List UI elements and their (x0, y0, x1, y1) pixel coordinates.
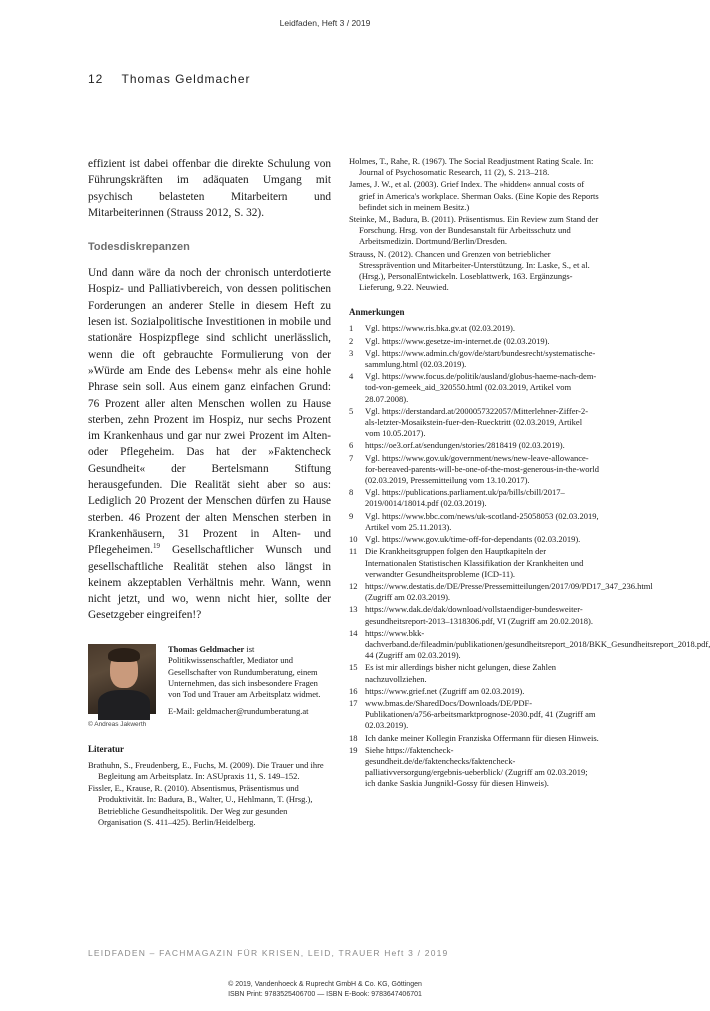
note-text[interactable]: Vgl. https://www.gov.uk/time-off-for-dependants (02.03.2019). (365, 534, 581, 545)
note-item (349, 511, 599, 533)
note-text[interactable]: Vgl. https://www.admin.ch/gov/de/start/bundesrecht/systematische-sammlung.html (02.03.2019). (365, 347, 596, 370)
footnote-ref-19[interactable]: 19 (152, 542, 160, 551)
literature-heading: Literatur (88, 743, 124, 754)
note-text[interactable]: Ich danke meiner Kollegin Franziska Offermann für diesen Hinweis. (365, 732, 599, 743)
note-number: 16 (349, 685, 358, 696)
main-paragraph-text-2: Gesellschaftlicher Wunsch und gesellschaftliche Realität stehen also längst in keinem akzeptablen Verhältnis mehr. Wann, wenn nicht jetzt, und wo, wenn nicht hier, sollte der Gesetzgeber eingreifen!? (88, 544, 331, 622)
note-number: 13 (349, 604, 358, 615)
note-text[interactable]: Vgl. https://www.gesetze-im-internet.de (02.03.2019). (365, 335, 550, 346)
reference-item: Strauss, N. (2012). Chancen und Grenzen von betrieblicher Stressprävention und Mitarbeiter-Unterstützung. In: Laske, S., et al. (Hrsg.), PersonalEntwickeln. Loseblattwerk, 163. Ergänzungs-Lieferung, 9.22. Neuwied. (349, 248, 590, 293)
note-number: 19 (349, 744, 358, 755)
bio-text (168, 644, 331, 717)
note-item (349, 406, 599, 440)
note-number: 5 (349, 405, 354, 416)
note-item (349, 686, 599, 697)
note-number: 11 (349, 546, 358, 557)
note-number: 18 (349, 732, 358, 743)
note-item (349, 534, 599, 545)
note-number: 4 (349, 371, 354, 382)
note-text[interactable]: https://www.bkk-dachverband.de/fileadmin/publikationen/gesundheitsreport_2018/BKK_Gesundheitsreport_2018.pdf, 44 (Zugriff am 02.03.2019). (365, 627, 710, 661)
author-bio (88, 644, 331, 736)
left-column (88, 156, 331, 829)
note-text[interactable]: Vgl. https://www.focus.de/politik/ausland/globus-haeme-nach-dem-tod-von-gemeek_aid_320550.html (02.03.2019, Artikel vom 28.07.2008). (365, 371, 597, 404)
note-item (349, 745, 599, 790)
main-paragraph (88, 265, 331, 624)
literature-list-right (349, 156, 599, 293)
note-text[interactable]: https://www.grief.net (Zugriff am 02.03.2019). (365, 685, 525, 696)
note-number: 12 (349, 580, 358, 591)
note-item (349, 580, 653, 603)
note-number: 17 (349, 697, 358, 708)
reference-item: Brathuhn, S., Freudenberg, E., Fuchs, M. (2009). Die Trauer und ihre Begleitung am Arbeitsplatz. In: ASUpraxis 11, S. 149–152. (88, 759, 324, 781)
note-text[interactable]: Es ist mir allerdings bisher nicht gelungen, diese Zahlen nachzuvollziehen. (365, 662, 556, 684)
intro-paragraph: effizient ist dabei offenbar die direkte Schulung von Führungskräften im adäquaten Umgang mit psychisch belasteten Mitarbeitern und Mitarbeiterinnen (Strauss 2012, S. 32). (88, 158, 331, 219)
note-item (349, 546, 599, 580)
note-number: 3 (349, 347, 354, 358)
page-header (88, 72, 251, 86)
note-item (349, 323, 599, 334)
notes-list (349, 323, 710, 789)
notes-heading: Anmerkungen (349, 307, 405, 318)
note-text[interactable]: https://www.dak.de/dak/download/vollstaendiger-bundesweiter-gesundheitsreport-2013–1318306.pdf, VI (Zugriff am 20.02.2018). (365, 604, 593, 626)
note-item (349, 453, 599, 487)
bio-name: Thomas Geldmacher (168, 643, 245, 654)
note-text[interactable]: https://oe3.orf.at/sendungen/stories/2818419 (02.03.2019). (365, 440, 565, 451)
note-text[interactable]: Die Krankheitsgruppen folgen den Hauptkapiteln der Internationalen Statistischen Klassifikation der Krankheiten und verwandter Gesundheitsprobleme (ICD-11). (365, 546, 584, 579)
note-item (349, 336, 599, 347)
note-item (349, 627, 710, 662)
note-text[interactable]: Vgl. https://derstandard.at/2000057322057/Mitterlehner-Ziffer-2-als-letzter-Mosaikstein-fuer-den-Ruecktritt (02.03.2019, Artikel vom 10.05.2017). (365, 405, 589, 439)
copyright (0, 980, 650, 1000)
note-number: 6 (349, 440, 354, 451)
reference-item: Holmes, T., Rahe, R. (1967). The Social Readjustment Rating Scale. In: Journal of Psychosomatic Research, 11 (2), S. 213–218. (349, 156, 594, 178)
header-author: Thomas Geldmacher (121, 72, 251, 86)
reference-item: Fissler, E., Krause, R. (2010). Absentismus, Präsentismus und Produktivität. In: Badura, B., Walter, U., Hehlmann, T. (Hrsg.), Betriebliche Gesundheitspolitik. Der Weg zur gesunden Organisation (S. 411–425). Berlin/Heidelberg. (88, 783, 313, 827)
photo-credit: © Andreas Jakwerth (88, 720, 147, 728)
note-item (349, 698, 599, 732)
author-portrait (88, 644, 156, 714)
note-item (349, 662, 599, 684)
copyright-line-1: © 2019, Vandenhoeck & Ruprecht GmbH & Co. KG, Göttingen (228, 981, 422, 988)
note-number: 2 (349, 335, 354, 346)
note-number: 10 (349, 534, 358, 545)
section-heading: Todesdiskrepanzen (88, 241, 190, 254)
note-text[interactable]: Siehe https://faktencheck-gesundheit.de/de/faktenchecks/faktencheck-palliativversorgung/ergebnis-ueberblick/ (Zugriff am 02.03.2019; ich danke Saskia Jungnikl-Gossy für diesen Hinweis). (365, 744, 588, 789)
note-text[interactable]: www.bmas.de/SharedDocs/Downloads/DE/PDF-Publikationen/a756-arbeitsmarktprognose-2030.pdf, 41 (Zugriff am 02.03.2019). (365, 697, 596, 731)
reference-item: James, J. W., et al. (2003). Grief Index. The »hidden« annual costs of grief in America's workplace. Sherman Oaks. (Eine Kopie des Reports befindet sich in meinem Besitz.) (349, 179, 599, 212)
note-number: 9 (349, 510, 354, 521)
page-number: 12 (88, 72, 104, 86)
note-item (349, 487, 599, 509)
bio-email[interactable]: E-Mail: geldmacher@rundumberatung.at (168, 705, 309, 716)
reference-item: Steinke, M., Badura, B. (2011). Präsentismus. Ein Review zum Stand der Forschung. Hrsg. von der Bundesanstalt für Arbeitsschutz und Arbeitsmedizin. Dortmund/Berlin/Dresden. (349, 214, 599, 247)
note-item (349, 440, 599, 451)
literature-list-left (88, 760, 331, 828)
note-text[interactable]: Vgl. https://www.gov.uk/government/news/new-leave-allowance-for-bereaved-parents-will-be-one-of-the-most-generous-in-the-world (02.03.2019, Pressemitteilung vom 13.10.2017). (365, 452, 599, 486)
right-column (349, 156, 710, 791)
bio-description: ist Politikwissenschaftler, Mediator und Gesellschafter von Rundumberatung, einem Unternehmen, das sich insbesondere Fragen von Tod und Trauer am Arbeitsplatz widmet. (168, 643, 321, 700)
note-text[interactable]: https://www.destatis.de/DE/Presse/Pressemitteilungen/2017/09/PD17_347_236.html (Zugriff am 02.03.2019). (365, 580, 653, 603)
note-item (349, 371, 599, 405)
note-number: 15 (349, 662, 358, 673)
note-text[interactable]: Vgl. https://publications.parliament.uk/pa/bills/cbill/2017–2019/0014/18014.pdf (02.03.2019). (365, 487, 565, 509)
note-number: 7 (349, 452, 354, 463)
main-paragraph-text-1: Und dann wäre da noch der chronisch unterdotierte Hospiz- und Palliativbereich, von dessen politischen Forderungen an anderer Stelle in diesem Heft zu lesen ist. Sozialpolitische Investitionen in mobile und stationäre Hospizpflege sind schlicht unerlässlich, wenn die oft gebrauchte Formulierung von der »Würde am Ende des Lebens« mehr als eine hohle Phrase sein soll. Aus einem ganz einfachen Grund: 76 Prozent aller alten Menschen wollen zu Hause sterben, zehn Prozent im Hospiz, nur sechs Prozent im Krankenhaus und gar nur zwei Prozent im Alten- oder Pflegeheim. Das hat der »Faktencheck Gesundheit« der Bertelsmann Stiftung herausgefunden. Die Realität sieht aber so aus: Lediglich 20 Prozent der Menschen dürfen zu Hause sterben. 46 Prozent der alten Menschen sterben in Krankenhäusern, 31 Prozent in Alten- und Pflegeheimen. (88, 267, 331, 557)
note-text[interactable]: Vgl. https://www.ris.bka.gv.at (02.03.2019). (365, 323, 515, 334)
note-text[interactable]: Vgl. https://www.bbc.com/news/uk-scotland-25058053 (02.03.2019, Artikel vom 25.11.2013). (365, 510, 599, 532)
note-item (349, 348, 599, 370)
note-number: 8 (349, 487, 354, 498)
note-number: 1 (349, 323, 354, 334)
copyright-line-2: ISBN Print: 9783525406700 — ISBN E-Book: 9783647406701 (228, 991, 422, 998)
page-footer: LEIDFADEN – FACHMAGAZIN FÜR KRISEN, LEID, TRAUER Heft 3 / 2019 (88, 948, 449, 958)
note-number: 14 (349, 627, 358, 638)
note-item (349, 733, 599, 744)
note-item (349, 604, 599, 626)
top-note: Leidfaden, Heft 3 / 2019 (279, 18, 371, 28)
